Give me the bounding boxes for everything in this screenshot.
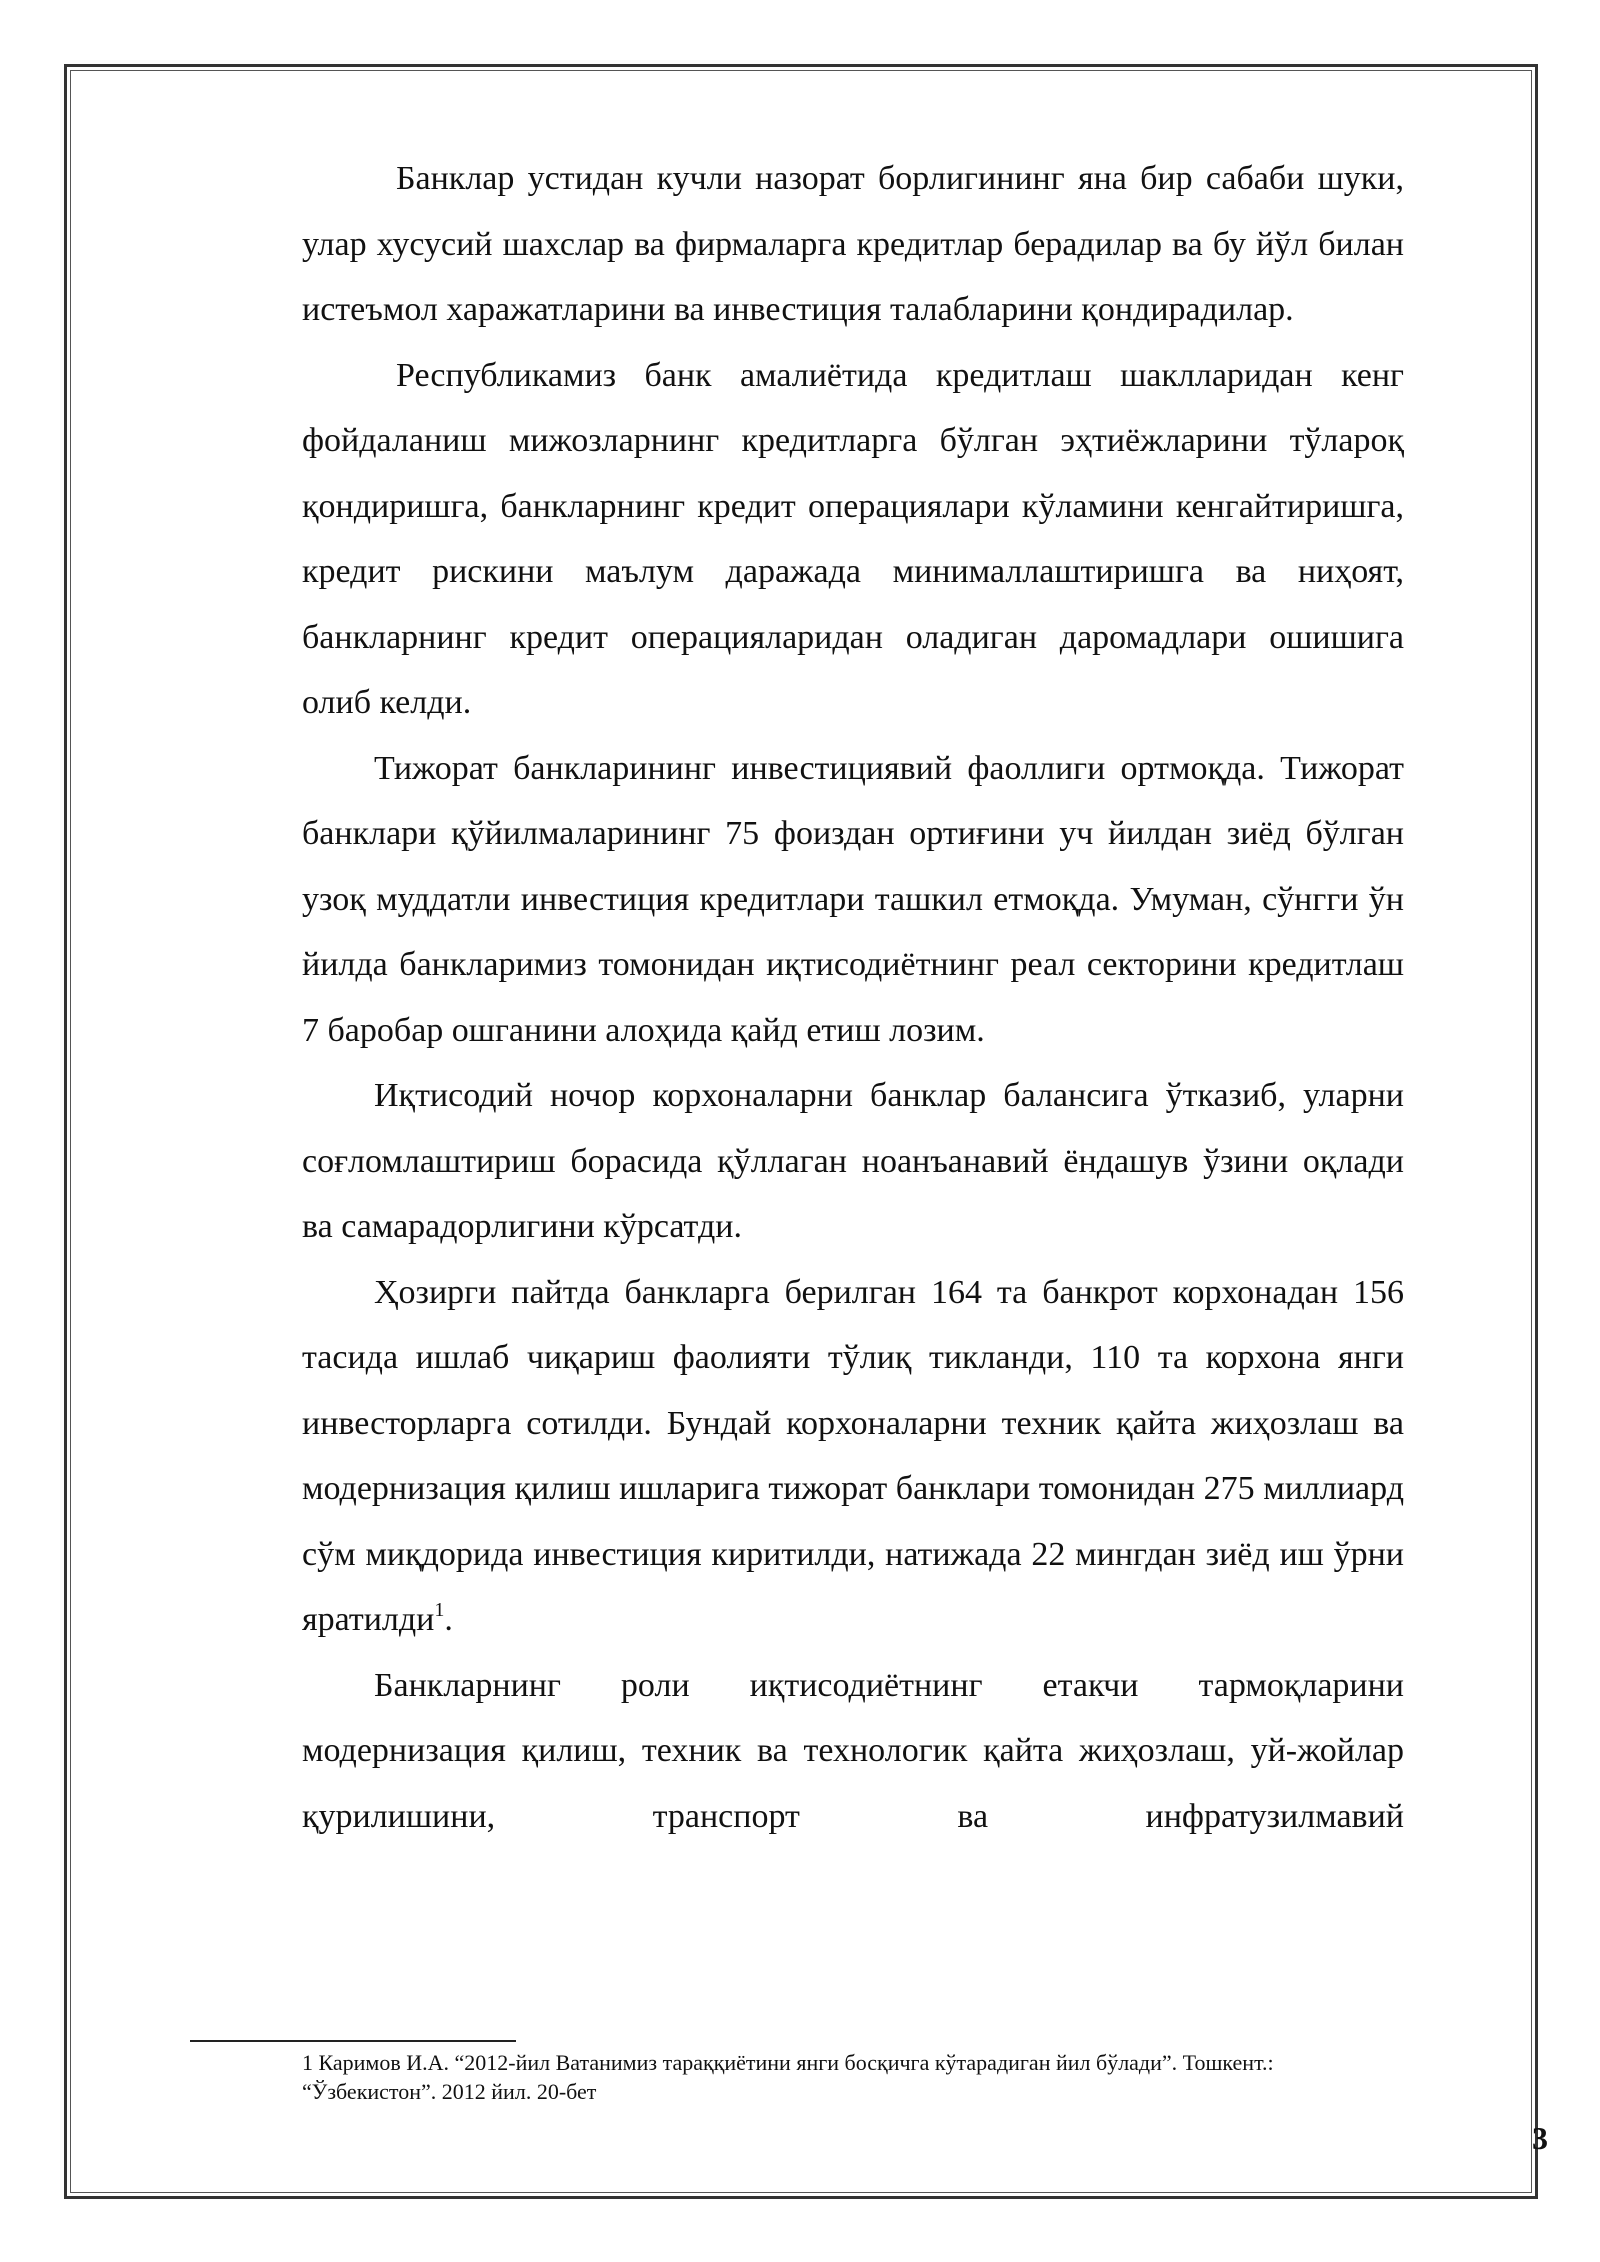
paragraph-5 (302, 1260, 1404, 1653)
paragraph-3: Тижорат банкларининг инвестициявий фаоллиги ортмоқда. Тижорат банклари қўйилмаларининг 75 фоиздан ортиғини уч йилдан зиёд бўлган узоқ муддатли инвестиция кредитлари ташкил етмоқда. Умуман, сўнгги ўн йилда банкларимиз томонидан иқтисодиётнинг реал секторини кредитлаш 7 баробар ошганини алоҳида қайд етиш лозим. (302, 749, 1404, 1049)
body-text (302, 146, 1404, 1849)
footnote-line-2: “Ўзбекистон”. 2012 йил. 20-бет (302, 2079, 597, 2104)
footnote-reference[interactable]: 1 (434, 1599, 445, 1621)
paragraph-1: Банклар устидан кучли назорат борлигининг яна бир сабаби шуки, улар хусусий шахслар ва фирмаларга кредитлар берадилар ва бу йўл билан истеъмол харажатларини ва инвестиция талабларини қондирадилар. (302, 160, 1404, 328)
paragraph-4: Иқтисодий ночор корхоналарни банклар балансига ўтказиб, уларни соғломлаштириш борасида қўллаган ноанъанавий ёндашув ўзини оқлади ва самарадорлигини кўрсатди. (302, 1077, 1404, 1245)
paragraph-2: Республикамиз банк амалиётида кредитлаш шаклларидан кенг фойдаланиш мижозларнинг кредитларга бўлган эҳтиёжларини тўлароқ қондиришга, банкларнинг кредит операциялари кўламини кенгайтиришга, кредит рискини маълум даражада минималлаштиришга ва ниҳоят, банкларнинг кредит операцияларидан оладиган даромадлари ошишига олиб келди. (302, 356, 1404, 721)
footnote-line-1: 1 Каримов И.А. “2012-йил Ватанимиз тараққиётини янги босқичга кўтарадиган йил бўлади”. Тошкент.: (302, 2050, 1274, 2075)
paragraph-5-end: . (444, 1601, 453, 1638)
footnote (302, 2048, 1502, 2106)
page-number: 3 (1532, 2120, 1548, 2156)
footnote-separator (190, 2040, 516, 2042)
paragraph-5-text: Ҳозирги пайтда банкларга берилган 164 та банкрот корхонадан 156 тасида ишлаб чиқариш фаолияти тўлиқ тикланди, 110 та корхона янги инвесторларга сотилди. Бундай корхоналарни техник қайта жиҳозлаш ва модернизация қилиш ишларига тижорат банклари томонидан 275 миллиард сўм миқдорида инвестиция киритилди, натижада 22 мингдан зиёд иш ўрни яратилди (302, 1273, 1404, 1638)
paragraph-6: Банкларнинг роли иқтисодиётнинг етакчи тармоқларини модернизация қилиш, техник ва технологик қайта жиҳозлаш, уй-жойлар қурилишини, транспорт ва инфратузилмавий (302, 1666, 1404, 1835)
